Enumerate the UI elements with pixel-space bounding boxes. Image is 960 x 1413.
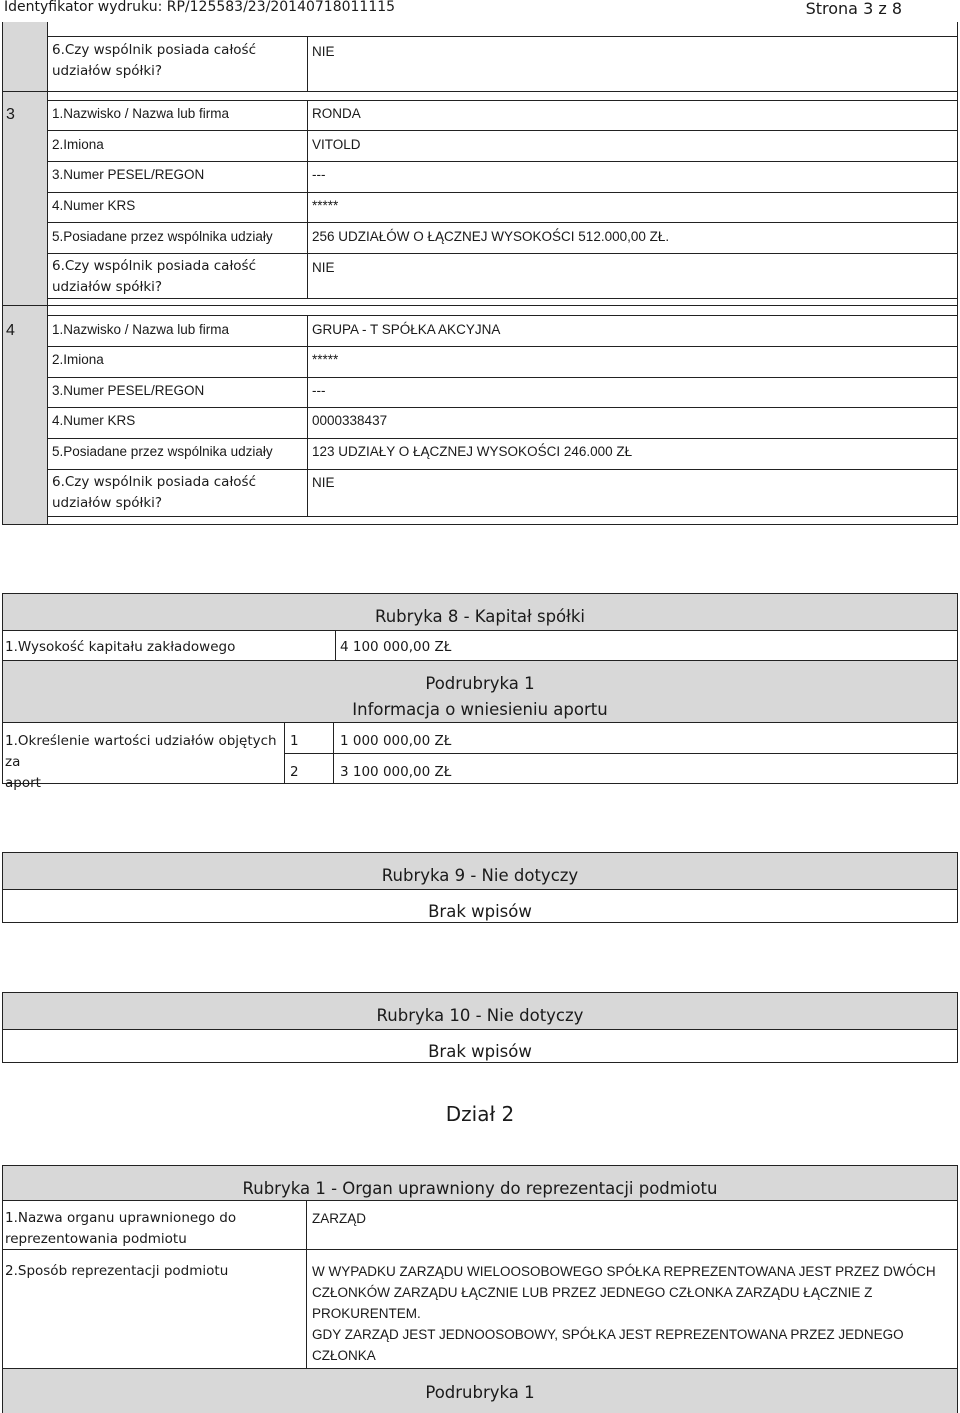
p3-first-names-label: 2.Imiona bbox=[52, 137, 104, 152]
section-title: Rubryka 10 - Nie dotyczy bbox=[376, 1006, 584, 1025]
section-title: Rubryka 9 - Nie dotyczy bbox=[381, 866, 579, 885]
q6-value: NIE bbox=[312, 44, 335, 59]
p4-shares-value: 123 UDZIAŁY O ŁĄCZNEJ WYSOKOŚCI 246.000 ZŁ bbox=[312, 444, 633, 459]
subsection-title: Podrubryka 1 bbox=[425, 1383, 535, 1402]
p3-name-label: 1.Nazwisko / Nazwa lub firma bbox=[52, 106, 230, 121]
partner-number: 4 bbox=[6, 322, 15, 339]
organ-value: ZARZĄD bbox=[312, 1211, 366, 1226]
p3-name-value: RONDA bbox=[312, 106, 361, 121]
p4-first-names-value: ***** bbox=[312, 352, 339, 367]
empty-notice: Brak wpisów bbox=[428, 1042, 532, 1061]
method-label: 2.Sposób reprezentacji podmiotu bbox=[5, 1263, 229, 1279]
aport-row-number: 2 bbox=[290, 764, 299, 780]
p4-pesel-label: 3.Numer PESEL/REGON bbox=[52, 383, 205, 398]
aport-row-value: 3 100 000,00 ZŁ bbox=[340, 764, 452, 780]
p4-name-label: 1.Nazwisko / Nazwa lub firma bbox=[52, 322, 230, 337]
p3-krs-value: ***** bbox=[312, 198, 339, 213]
division-title: Dział 2 bbox=[445, 1102, 515, 1126]
p3-whole-value: NIE bbox=[312, 260, 335, 275]
aport-label: 1.Określenie wartości udziałów objętych za aport bbox=[5, 733, 277, 791]
q6-label: 6.Czy wspólnik posiada całość udziałów spółki? bbox=[52, 42, 257, 79]
partner-number: 3 bbox=[6, 106, 15, 123]
aport-row-number: 1 bbox=[290, 733, 299, 749]
p3-whole-label: 6.Czy wspólnik posiada całość udziałów spółki? bbox=[52, 258, 257, 295]
section-title: Rubryka 8 - Kapitał spółki bbox=[375, 607, 585, 626]
subsection-subtitle: Informacja o wniesieniu aportu bbox=[352, 700, 608, 719]
section-title: Rubryka 1 - Organ uprawniony do reprezentacji podmiotu bbox=[242, 1179, 718, 1198]
p4-krs-label: 4.Numer KRS bbox=[52, 413, 136, 428]
p4-shares-label: 5.Posiadane przez wspólnika udziały bbox=[52, 444, 273, 459]
capital-value: 4 100 000,00 ZŁ bbox=[340, 639, 452, 655]
p4-pesel-value: --- bbox=[312, 383, 326, 398]
empty-notice: Brak wpisów bbox=[428, 902, 532, 921]
organ-label: 1.Nazwa organu uprawnionego do reprezentowania podmiotu bbox=[5, 1210, 237, 1247]
p3-pesel-label: 3.Numer PESEL/REGON bbox=[52, 167, 205, 182]
p4-name-value: GRUPA - T SPÓŁKA AKCYJNA bbox=[312, 322, 501, 337]
p3-pesel-value: --- bbox=[312, 167, 326, 182]
capital-label: 1.Wysokość kapitału zakładowego bbox=[5, 639, 236, 655]
p3-shares-value: 256 UDZIAŁÓW O ŁĄCZNEJ WYSOKOŚCI 512.000,00 ZŁ. bbox=[312, 229, 670, 244]
p3-shares-label: 5.Posiadane przez wspólnika udziały bbox=[52, 229, 273, 244]
p4-whole-value: NIE bbox=[312, 475, 335, 490]
p3-first-names-value: VITOLD bbox=[312, 137, 361, 152]
p4-krs-value: 0000338437 bbox=[312, 413, 388, 428]
p4-whole-label: 6.Czy wspólnik posiada całość udziałów spółki? bbox=[52, 474, 257, 511]
print-identifier: Identyfikator wydruku: RP/125583/23/20140718011115 bbox=[4, 0, 396, 15]
aport-row-value: 1 000 000,00 ZŁ bbox=[340, 733, 452, 749]
p3-krs-label: 4.Numer KRS bbox=[52, 198, 136, 213]
p4-first-names-label: 2.Imiona bbox=[52, 352, 104, 367]
method-value: W WYPADKU ZARZĄDU WIELOOSOBOWEGO SPÓŁKA REPREZENTOWANA JEST PRZEZ DWÓCH CZŁONKÓW ZARZĄDU ŁĄCZNIE LUB PRZEZ JEDNEGO CZŁONKA ZARZĄDU ŁĄCZNIE Z PROKURENTEM. GDY ZARZĄD JEST JEDNOOSOBOWY, SPÓŁKA JEST REPREZENTOWANA PRZEZ JEDNEGO CZŁONKA bbox=[312, 1264, 936, 1363]
page-number: Strona 3 z 8 bbox=[805, 0, 902, 18]
subsection-title: Podrubryka 1 bbox=[425, 674, 535, 693]
